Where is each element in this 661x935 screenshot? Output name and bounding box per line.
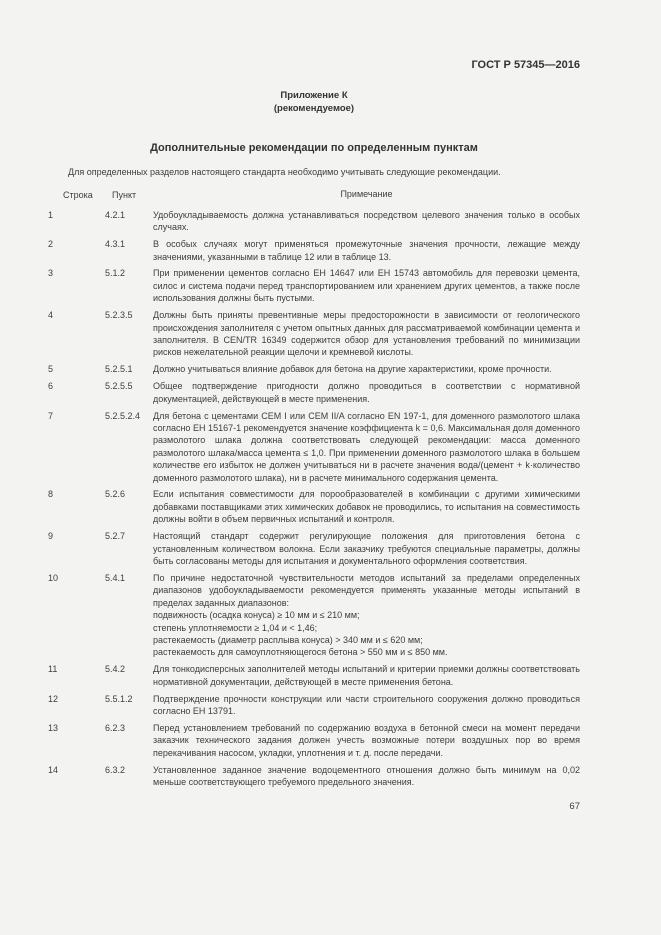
note-cell: Если испытания совместимости для порообразователей в комбинации с другими химическими добавками поставщиками этих химических добавок не проводились, то испытания на совместимость должны войти в объем первичных испытаний и контроля.	[153, 489, 580, 525]
table-row	[48, 238, 580, 263]
note-cell: Для тонкодисперсных заполнителей методы испытаний и критерии приемки должны соответствовать нормативной документации, действующей в месте применения бетона.	[153, 664, 580, 687]
table-row	[48, 309, 580, 359]
note-cell: Удобоукладываемость должна устанавливаться посредством целевого значения только в особых случаях.	[153, 209, 580, 233]
page-number: 67	[569, 801, 580, 813]
row-number-cell: 11	[48, 664, 58, 675]
row-number-cell: 13	[48, 722, 59, 733]
row-number-cell: 8	[48, 489, 54, 500]
intro-paragraph: Для определенных разделов настоящего стандарта необходимо учитывать следующие рекомендации.	[68, 167, 501, 177]
row-number-cell: 7	[48, 410, 54, 421]
row-number-cell: 12	[48, 693, 59, 704]
note-cell: Установленное заданное значение водоцементного отношения должно быть минимум на 0,02 меньше соответствующего требуемого предельного значения.	[153, 764, 580, 787]
clause-cell: 5.2.7	[105, 531, 126, 542]
note-cell: Перед установлением требований по содержанию воздуха в бетонной смеси на момент передачи заказчик технического задания должен учесть возможные потери воздушных пор во время перекачивания насосом, укладки, уплотнения и т. д. после передачи.	[153, 722, 580, 758]
table-body	[48, 209, 580, 789]
clause-cell: 5.4.2	[105, 664, 126, 675]
doc-code: ГОСТ Р 57345—2016	[471, 59, 580, 71]
table-row	[48, 410, 580, 484]
table-row	[48, 693, 580, 718]
note-cell: По причине недостаточной чувствительности методов испытаний за пределами определенных диапазонов удобоукладываемости рекомендуется применять указанные методы испытаний в пределах заданных диапазонов: подвижность (осадка конуса) ≥ 10 мм и ≤ 210 мм; степень уплотняемости ≥ 1,04 и < 1,46; растекаемость (диаметр расплыва конуса) > 340 мм и ≤ 620 мм; растекаемость для самоуплотняющегося бетона > 550 мм и ≤ 850 мм.	[153, 572, 580, 658]
annex-subtitle: (рекомендуемое)	[273, 103, 355, 114]
clause-cell: 4.2.1	[105, 209, 126, 220]
annex-title: Приложение К	[280, 90, 348, 101]
recommendations-table	[48, 189, 580, 788]
note-cell: Настоящий стандарт содержит регулирующие положения для приготовления бетона с установленным количеством волокна. Если заказчику требуются специальные параметры, должны быть согласованы методы для испытания и документального оформления соответствия.	[153, 531, 580, 566]
annex-heading	[48, 89, 580, 115]
note-cell: В особых случаях могут применяться промежуточные значения прочности, лежащие между значениями, указанными в таблице 12 или в таблице 13.	[153, 239, 580, 262]
section-title: Дополнительные рекомендации по определенным пунктам	[150, 142, 478, 154]
table-row	[48, 530, 580, 567]
note-cell: Подтверждение прочности конструкции или части строительного сооружения должно проводиться согласно ЕН 13791.	[153, 693, 580, 716]
table-row	[48, 572, 580, 659]
note-cell: Общее подтверждение пригодности должно проводиться в соответствии с нормативной документацией, действующей в месте применения.	[153, 381, 580, 404]
table-row	[48, 363, 580, 375]
clause-cell: 6.2.3	[105, 722, 126, 733]
row-number-cell: 1	[48, 209, 54, 220]
table-row	[48, 722, 580, 759]
clause-cell: 6.3.2	[105, 764, 126, 775]
clause-cell: 5.2.3.5	[105, 310, 133, 321]
table-row	[48, 488, 580, 525]
clause-cell: 4.3.1	[105, 239, 126, 250]
note-cell: Для бетона с цементами CEM I или CEM II/A согласно EN 197-1, для доменного размолотого шлака согласно ЕН 15167-1 рекомендуется значение коэффициента k = 0,6. Максимальная доля доменного размолотого шлака должна соответствовать следующей рекомендации: масса доменного размолотого шлака/масса цемента ≤ 1,0. При применении доменного размолотого шлака в большем количестве его избыток не должен учитываться ни в расчете значения вода/(цемент + k·количество доменного размолотого шлака), ни в расчете минимального содержания цемента.	[153, 410, 580, 483]
table-row	[48, 209, 580, 234]
clause-cell: 5.2.5.2.4	[105, 410, 141, 421]
table-row	[48, 267, 580, 304]
row-number-cell: 6	[48, 381, 54, 392]
row-number-cell: 2	[48, 239, 54, 250]
table-row	[48, 663, 580, 688]
table-row	[48, 380, 580, 405]
row-number-cell: 10	[48, 572, 59, 583]
row-number-cell: 9	[48, 531, 54, 542]
table-header-row	[48, 189, 580, 201]
column-header-note: Примечание	[340, 189, 393, 200]
clause-cell: 5.5.1.2	[105, 693, 133, 704]
note-cell: Должны быть приняты превентивные меры предосторожности в зависимости от геологического происхождения заполнителя с учетом опытных данных для рассматриваемой комбинации цемента и заполнителя. В CEN/TR 16349 содержится обзор для установления требований по минимизации рисков нежелательной реакции щелочи и кремневой кислоты.	[153, 310, 580, 358]
table-row	[48, 764, 580, 789]
clause-cell: 5.2.5.5	[105, 381, 133, 392]
row-number-cell: 4	[48, 310, 54, 321]
note-cell: Должно учитываться влияние добавок для бетона на другие характеристики, кроме прочности.	[153, 364, 552, 375]
row-number-cell: 14	[48, 764, 59, 775]
row-number-cell: 3	[48, 268, 54, 279]
column-header-clause: Пункт	[112, 190, 137, 201]
clause-cell: 5.2.6	[105, 489, 126, 500]
row-number-cell: 5	[48, 364, 54, 375]
note-cell: При применении цементов согласно ЕН 14647 или ЕН 15743 автомобиль для перевозки цемента, силос и система подачи перед транспортированием или хранением других цементов, а также после использования должны быть пустыми.	[153, 268, 580, 304]
clause-cell: 5.4.1	[105, 572, 126, 583]
clause-cell: 5.1.2	[105, 268, 126, 279]
column-header-row: Строка	[63, 190, 93, 201]
clause-cell: 5.2.5.1	[105, 364, 133, 375]
